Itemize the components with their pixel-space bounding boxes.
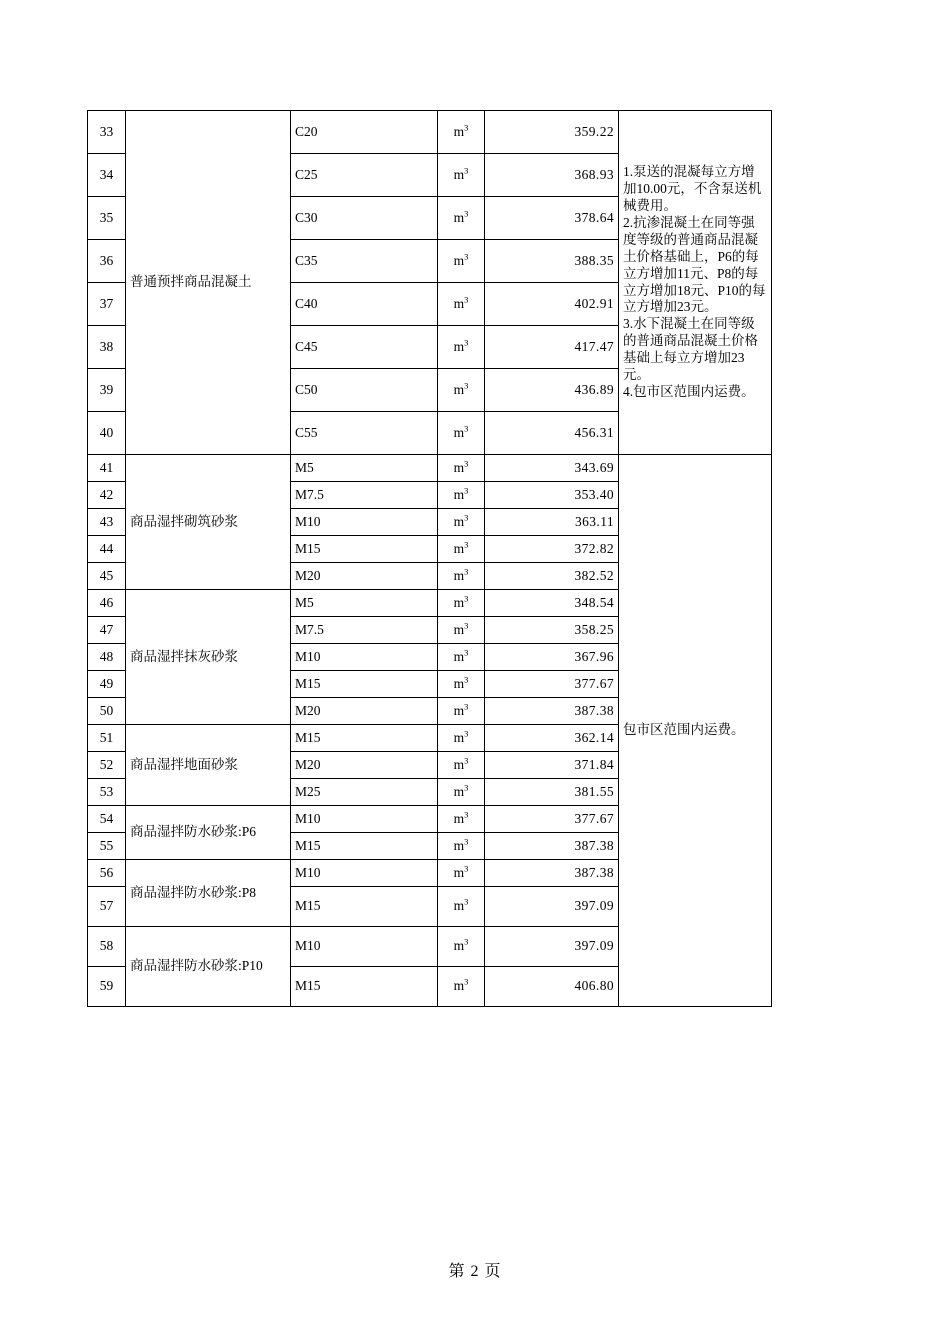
group-name-floor-mortar: 商品湿拌地面砂浆	[126, 725, 291, 806]
note-concrete: 1.泵送的混凝每立方增加10.00元，不含泵送机械费用。 2.抗渗混凝土在同等强度等级的普通商品混凝土价格基础上，P6的每立方增加11元、P8的每立方增加18元、P10的每立方增加23元。 3.水下混凝土在同等级的普通商品混凝土价格基础上每立方增加23元。 4.包市区范围内运费。	[619, 111, 772, 455]
note-mortar: 包市区范围内运费。	[619, 455, 772, 1007]
row-id: 37	[88, 283, 126, 326]
row-unit: $m^3$	[438, 927, 485, 967]
row-spec: M7.5	[291, 617, 438, 644]
row-unit: $m^3$	[438, 563, 485, 590]
row-spec: C35	[291, 240, 438, 283]
row-id: 34	[88, 154, 126, 197]
row-spec: M10	[291, 644, 438, 671]
row-id: 58	[88, 927, 126, 967]
row-unit: $m^3$	[438, 967, 485, 1007]
row-price: 343.69	[485, 455, 619, 482]
row-price: 397.09	[485, 887, 619, 927]
row-unit: $m^3$	[438, 617, 485, 644]
row-price: 348.54	[485, 590, 619, 617]
row-unit: $m^3$	[438, 725, 485, 752]
row-unit: $m^3$	[438, 779, 485, 806]
row-unit: $m^3$	[438, 806, 485, 833]
row-unit: $m^3$	[438, 833, 485, 860]
row-price: 381.55	[485, 779, 619, 806]
row-spec: M15	[291, 725, 438, 752]
row-price: 367.96	[485, 644, 619, 671]
row-spec: C25	[291, 154, 438, 197]
row-price: 406.80	[485, 967, 619, 1007]
row-price: 353.40	[485, 482, 619, 509]
row-id: 41	[88, 455, 126, 482]
row-price: 377.67	[485, 671, 619, 698]
row-unit: $m^3$	[438, 671, 485, 698]
row-price: 388.35	[485, 240, 619, 283]
row-unit: $m^3$	[438, 698, 485, 725]
row-id: 40	[88, 412, 126, 455]
row-id: 55	[88, 833, 126, 860]
row-price: 378.64	[485, 197, 619, 240]
row-unit: $m^3$	[438, 412, 485, 455]
row-price: 387.38	[485, 860, 619, 887]
row-id: 33	[88, 111, 126, 154]
row-price: 417.47	[485, 326, 619, 369]
row-unit: $m^3$	[438, 536, 485, 563]
row-spec: M15	[291, 833, 438, 860]
group-name-waterproof-p10: 商品湿拌防水砂浆:P10	[126, 927, 291, 1007]
row-id: 45	[88, 563, 126, 590]
row-id: 54	[88, 806, 126, 833]
row-price: 402.91	[485, 283, 619, 326]
row-spec: M20	[291, 752, 438, 779]
row-spec: M5	[291, 590, 438, 617]
row-price: 377.67	[485, 806, 619, 833]
row-unit: $m^3$	[438, 283, 485, 326]
row-spec: C40	[291, 283, 438, 326]
row-spec: M20	[291, 698, 438, 725]
row-unit: $m^3$	[438, 509, 485, 536]
row-spec: C30	[291, 197, 438, 240]
row-unit: $m^3$	[438, 887, 485, 927]
row-id: 50	[88, 698, 126, 725]
row-spec: M15	[291, 671, 438, 698]
row-id: 56	[88, 860, 126, 887]
row-price: 358.25	[485, 617, 619, 644]
row-unit: $m^3$	[438, 154, 485, 197]
row-price: 387.38	[485, 698, 619, 725]
row-unit: $m^3$	[438, 197, 485, 240]
row-id: 36	[88, 240, 126, 283]
row-id: 42	[88, 482, 126, 509]
row-id: 35	[88, 197, 126, 240]
row-spec: C45	[291, 326, 438, 369]
row-id: 46	[88, 590, 126, 617]
row-spec: M25	[291, 779, 438, 806]
row-id: 43	[88, 509, 126, 536]
row-spec: M15	[291, 536, 438, 563]
row-id: 39	[88, 369, 126, 412]
row-price: 372.82	[485, 536, 619, 563]
row-unit: $m^3$	[438, 590, 485, 617]
row-id: 38	[88, 326, 126, 369]
row-spec: M10	[291, 509, 438, 536]
row-spec: M10	[291, 806, 438, 833]
row-id: 44	[88, 536, 126, 563]
table-body	[88, 111, 772, 1007]
row-id: 47	[88, 617, 126, 644]
row-unit: $m^3$	[438, 326, 485, 369]
row-id: 51	[88, 725, 126, 752]
group-name-waterproof-p6: 商品湿拌防水砂浆:P6	[126, 806, 291, 860]
row-price: 397.09	[485, 927, 619, 967]
row-unit: $m^3$	[438, 644, 485, 671]
row-price: 382.52	[485, 563, 619, 590]
table-row	[88, 455, 772, 482]
row-spec: M10	[291, 860, 438, 887]
table-row	[88, 111, 772, 154]
row-id: 52	[88, 752, 126, 779]
row-unit: $m^3$	[438, 240, 485, 283]
row-spec: M7.5	[291, 482, 438, 509]
row-unit: $m^3$	[438, 369, 485, 412]
row-unit: $m^3$	[438, 860, 485, 887]
row-spec: M5	[291, 455, 438, 482]
row-unit: $m^3$	[438, 111, 485, 154]
group-name-masonry-mortar: 商品湿拌砌筑砂浆	[126, 455, 291, 590]
material-price-table	[87, 110, 772, 1007]
row-id: 53	[88, 779, 126, 806]
page-footer: 第 2 页	[448, 1263, 502, 1280]
row-unit: $m^3$	[438, 455, 485, 482]
row-spec: M15	[291, 887, 438, 927]
row-price: 368.93	[485, 154, 619, 197]
row-price: 362.14	[485, 725, 619, 752]
row-id: 48	[88, 644, 126, 671]
row-spec: M20	[291, 563, 438, 590]
group-name-plaster-mortar: 商品湿拌抹灰砂浆	[126, 590, 291, 725]
row-price: 436.89	[485, 369, 619, 412]
row-spec: M10	[291, 927, 438, 967]
row-unit: $m^3$	[438, 482, 485, 509]
group-name-waterproof-p8: 商品湿拌防水砂浆:P8	[126, 860, 291, 927]
row-spec: C50	[291, 369, 438, 412]
row-spec: C55	[291, 412, 438, 455]
row-price: 456.31	[485, 412, 619, 455]
row-price: 363.11	[485, 509, 619, 536]
row-spec: C20	[291, 111, 438, 154]
row-id: 49	[88, 671, 126, 698]
row-price: 359.22	[485, 111, 619, 154]
row-unit: $m^3$	[438, 752, 485, 779]
row-id: 57	[88, 887, 126, 927]
row-price: 371.84	[485, 752, 619, 779]
row-price: 387.38	[485, 833, 619, 860]
group-name-concrete: 普通预拌商品混凝土	[126, 111, 291, 455]
row-id: 59	[88, 967, 126, 1007]
row-spec: M15	[291, 967, 438, 1007]
